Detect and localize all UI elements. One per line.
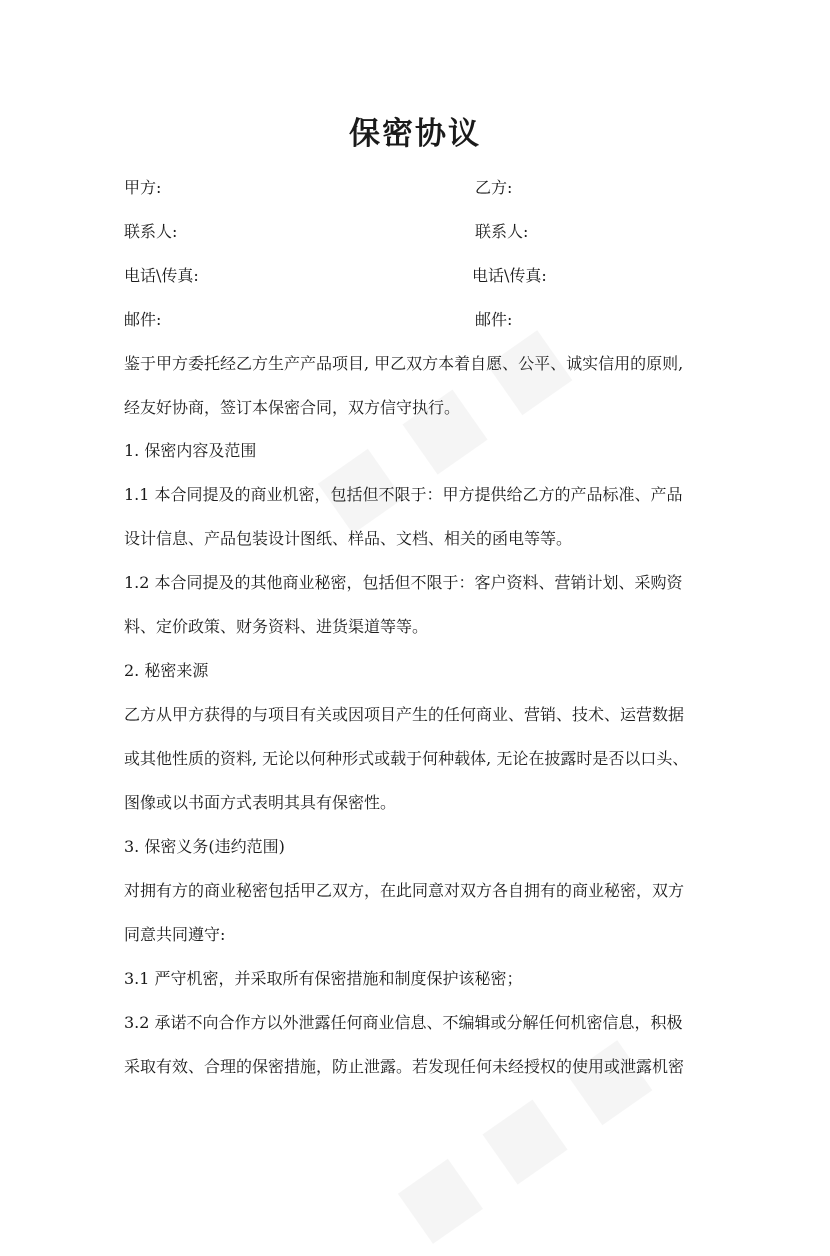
body-line: 料、定价政策、财务资料、进货渠道等等。	[124, 617, 429, 636]
watermark	[299, 307, 584, 545]
party-b-label: 乙方:	[475, 178, 513, 197]
party-a-phone: 电话\传真:	[124, 266, 199, 285]
body-line: 经友好协商，签订本保密合同，双方信守执行。	[124, 398, 461, 417]
body-line: 设计信息、产品包装设计图纸、样品、文档、相关的函电等等。	[124, 529, 573, 548]
party-a-contact: 联系人:	[124, 222, 178, 241]
party-a-email: 邮件:	[124, 310, 162, 329]
body-line: 乙方从甲方获得的与项目有关或因项目产生的任何商业、营销、技术、运营数据	[124, 705, 685, 724]
party-b-email: 邮件:	[475, 310, 513, 329]
party-b-phone: 电话\传真:	[472, 266, 547, 285]
body-line: 3.1 严守机密，并采取所有保密措施和制度保护该秘密；	[124, 969, 523, 988]
body-line: 图像或以书面方式表明其具有保密性。	[124, 793, 397, 812]
document-title: 保密协议	[349, 116, 481, 152]
body-line: 或其他性质的资料, 无论以何种形式或载于何种载体, 无论在披露时是否以口头、	[124, 749, 689, 768]
party-b-contact: 联系人:	[475, 222, 529, 241]
body-line: 1.2 本合同提及的其他商业秘密，包括但不限于：客户资料、营销计划、采购资	[124, 573, 683, 592]
body-line: 对拥有方的商业秘密包括甲乙双方，在此同意对双方各自拥有的商业秘密，双方	[124, 881, 685, 900]
body-line: 鉴于甲方委托经乙方生产产品项目, 甲乙双方本着自愿、公平、诚实信用的原则,	[124, 354, 684, 373]
body-line: 1.1 本合同提及的商业机密，包括但不限于：甲方提供给乙方的产品标准、产品	[124, 485, 683, 504]
body-line: 3.2 承诺不向合作方以外泄露任何商业信息、不编辑或分解任何机密信息，积极	[124, 1013, 683, 1032]
watermark	[379, 1017, 664, 1255]
section-heading: 3. 保密义务(违约范围)	[124, 837, 285, 856]
section-heading: 2. 秘密来源	[124, 661, 209, 680]
section-heading: 1. 保密内容及范围	[124, 441, 257, 460]
body-line: 采取有效、合理的保密措施，防止泄露。若发现任何未经授权的使用或泄露机密	[124, 1057, 685, 1076]
party-a-label: 甲方:	[124, 178, 162, 197]
body-line: 同意共同遵守:	[124, 925, 226, 944]
